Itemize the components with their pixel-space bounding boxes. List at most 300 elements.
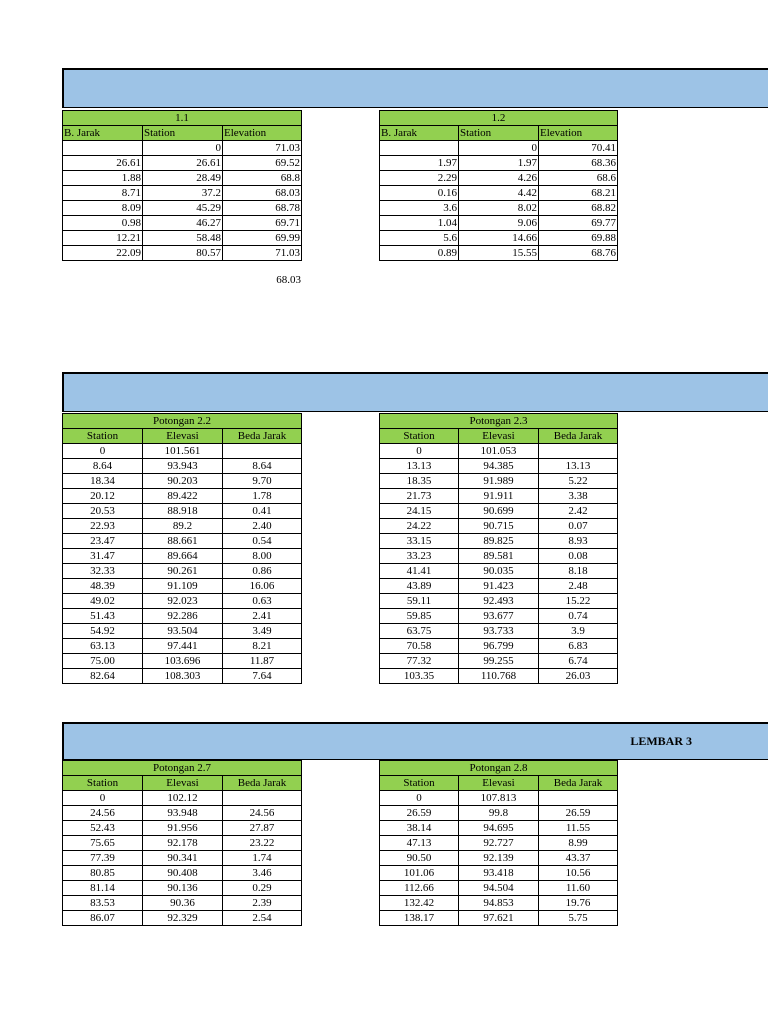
table-cell: 92.329 bbox=[143, 911, 223, 926]
column-header: Elevasi bbox=[143, 776, 223, 791]
table-row bbox=[63, 896, 302, 911]
table-row bbox=[63, 791, 302, 806]
table-cell: 90.50 bbox=[380, 851, 459, 866]
table-cell: 38.14 bbox=[380, 821, 459, 836]
table-cell bbox=[539, 791, 618, 806]
table-cell: 97.441 bbox=[143, 639, 223, 654]
table-cell: 89.422 bbox=[143, 489, 223, 504]
table-cell: 2.40 bbox=[223, 519, 302, 534]
table-cell: 27.87 bbox=[223, 821, 302, 836]
column-header: Station bbox=[459, 126, 539, 141]
table-cell: 103.35 bbox=[380, 669, 459, 684]
table-cell: 46.27 bbox=[143, 216, 223, 231]
table-cell: 12.21 bbox=[63, 231, 143, 246]
table-cell: 112.66 bbox=[380, 881, 459, 896]
table-cell: 92.727 bbox=[459, 836, 539, 851]
table-cell: 9.70 bbox=[223, 474, 302, 489]
table-cell: 59.11 bbox=[380, 594, 459, 609]
table-cell: 93.948 bbox=[143, 806, 223, 821]
table-cell bbox=[63, 141, 143, 156]
table-row bbox=[380, 654, 618, 669]
table-cell: 89.664 bbox=[143, 549, 223, 564]
table-cell: 69.88 bbox=[539, 231, 618, 246]
data-table-potongan-2-8 bbox=[379, 760, 618, 926]
table-title: Potongan 2.3 bbox=[380, 414, 618, 429]
table-cell bbox=[380, 141, 459, 156]
table-row bbox=[63, 489, 302, 504]
table-row bbox=[380, 579, 618, 594]
table-cell: 94.504 bbox=[459, 881, 539, 896]
table-cell bbox=[223, 444, 302, 459]
table-row bbox=[63, 156, 302, 171]
table-cell: 88.918 bbox=[143, 504, 223, 519]
table-cell: 11.55 bbox=[539, 821, 618, 836]
section-header-band-1 bbox=[62, 68, 768, 108]
table-cell: 93.677 bbox=[459, 609, 539, 624]
table-row bbox=[63, 881, 302, 896]
table-cell: 3.6 bbox=[380, 201, 459, 216]
table-cell: 23.22 bbox=[223, 836, 302, 851]
column-header: Station bbox=[143, 126, 223, 141]
table-cell: 70.58 bbox=[380, 639, 459, 654]
table-cell: 68.6 bbox=[539, 171, 618, 186]
column-header: Station bbox=[63, 776, 143, 791]
table-cell: 69.99 bbox=[223, 231, 302, 246]
table-cell: 37.2 bbox=[143, 186, 223, 201]
table-row bbox=[63, 639, 302, 654]
data-table-1-1 bbox=[62, 110, 302, 261]
table-cell: 47.13 bbox=[380, 836, 459, 851]
table-cell: 88.661 bbox=[143, 534, 223, 549]
table-cell: 70.41 bbox=[539, 141, 618, 156]
table-row bbox=[63, 911, 302, 926]
table-cell: 68.82 bbox=[539, 201, 618, 216]
column-header: B. Jarak bbox=[380, 126, 459, 141]
table-cell: 80.85 bbox=[63, 866, 143, 881]
table-cell: 68.03 bbox=[223, 186, 302, 201]
table-cell: 3.9 bbox=[539, 624, 618, 639]
table-cell: 0.08 bbox=[539, 549, 618, 564]
table-title: Potongan 2.2 bbox=[63, 414, 302, 429]
column-header: Elevation bbox=[223, 126, 302, 141]
table-cell: 96.799 bbox=[459, 639, 539, 654]
table-cell: 69.71 bbox=[223, 216, 302, 231]
table-cell: 6.74 bbox=[539, 654, 618, 669]
table-cell: 3.49 bbox=[223, 624, 302, 639]
table-cell: 48.39 bbox=[63, 579, 143, 594]
table-cell: 20.12 bbox=[63, 489, 143, 504]
table-cell bbox=[223, 791, 302, 806]
table-cell: 8.64 bbox=[63, 459, 143, 474]
table-cell: 33.23 bbox=[380, 549, 459, 564]
table-cell: 49.02 bbox=[63, 594, 143, 609]
table-row bbox=[380, 246, 618, 261]
table-cell: 110.768 bbox=[459, 669, 539, 684]
table-cell: 10.56 bbox=[539, 866, 618, 881]
table-cell: 1.97 bbox=[459, 156, 539, 171]
table-cell: 24.15 bbox=[380, 504, 459, 519]
table-cell: 21.73 bbox=[380, 489, 459, 504]
table-row bbox=[63, 549, 302, 564]
table-cell: 86.07 bbox=[63, 911, 143, 926]
column-header: B. Jarak bbox=[63, 126, 143, 141]
table-cell: 92.493 bbox=[459, 594, 539, 609]
table-cell: 94.853 bbox=[459, 896, 539, 911]
table-cell: 90.36 bbox=[143, 896, 223, 911]
table-cell: 89.2 bbox=[143, 519, 223, 534]
table-row bbox=[380, 881, 618, 896]
table-cell: 8.71 bbox=[63, 186, 143, 201]
table-title-row bbox=[63, 414, 302, 429]
table-cell: 32.33 bbox=[63, 564, 143, 579]
table-row bbox=[380, 669, 618, 684]
table-header-row bbox=[63, 429, 302, 444]
table-cell: 93.733 bbox=[459, 624, 539, 639]
table-cell: 13.13 bbox=[539, 459, 618, 474]
table-title: 1.2 bbox=[380, 111, 618, 126]
table-row bbox=[380, 806, 618, 821]
table-cell: 68.76 bbox=[539, 246, 618, 261]
table-row bbox=[380, 851, 618, 866]
table-cell: 8.93 bbox=[539, 534, 618, 549]
table-cell: 22.93 bbox=[63, 519, 143, 534]
table-cell: 97.621 bbox=[459, 911, 539, 926]
data-table-potongan-2-2 bbox=[62, 413, 302, 684]
table-title-row bbox=[380, 414, 618, 429]
column-header: Station bbox=[380, 429, 459, 444]
table-cell: 54.92 bbox=[63, 624, 143, 639]
table-title-row bbox=[380, 111, 618, 126]
table-cell: 8.09 bbox=[63, 201, 143, 216]
table-cell: 14.66 bbox=[459, 231, 539, 246]
table-cell: 81.14 bbox=[63, 881, 143, 896]
table-cell: 9.06 bbox=[459, 216, 539, 231]
table-cell: 90.203 bbox=[143, 474, 223, 489]
table-cell: 0 bbox=[380, 791, 459, 806]
table-cell: 93.418 bbox=[459, 866, 539, 881]
table-row bbox=[380, 911, 618, 926]
table-cell: 91.911 bbox=[459, 489, 539, 504]
table-cell: 75.00 bbox=[63, 654, 143, 669]
table-cell: 19.76 bbox=[539, 896, 618, 911]
table-cell: 20.53 bbox=[63, 504, 143, 519]
table-cell: 45.29 bbox=[143, 201, 223, 216]
table-cell: 28.49 bbox=[143, 171, 223, 186]
table-cell: 0 bbox=[143, 141, 223, 156]
table-row bbox=[63, 851, 302, 866]
table-row bbox=[380, 216, 618, 231]
table-row bbox=[63, 141, 302, 156]
table-cell: 23.47 bbox=[63, 534, 143, 549]
table-cell: 41.41 bbox=[380, 564, 459, 579]
table-row bbox=[380, 504, 618, 519]
table-cell: 24.56 bbox=[223, 806, 302, 821]
table-cell: 90.136 bbox=[143, 881, 223, 896]
column-header: Elevasi bbox=[459, 429, 539, 444]
section-header-band-3 bbox=[62, 722, 768, 760]
table-cell: 33.15 bbox=[380, 534, 459, 549]
table-cell: 52.43 bbox=[63, 821, 143, 836]
table-cell: 0 bbox=[459, 141, 539, 156]
table-row bbox=[380, 624, 618, 639]
table-cell: 80.57 bbox=[143, 246, 223, 261]
table-row bbox=[63, 201, 302, 216]
table-row bbox=[63, 186, 302, 201]
table-cell: 0.07 bbox=[539, 519, 618, 534]
table-cell: 71.03 bbox=[223, 246, 302, 261]
table-cell: 5.75 bbox=[539, 911, 618, 926]
table-row bbox=[380, 156, 618, 171]
table-cell: 0.54 bbox=[223, 534, 302, 549]
table-cell: 94.695 bbox=[459, 821, 539, 836]
table-row bbox=[63, 836, 302, 851]
table-cell: 92.139 bbox=[459, 851, 539, 866]
table-cell: 92.286 bbox=[143, 609, 223, 624]
table-cell: 68.21 bbox=[539, 186, 618, 201]
table-row bbox=[380, 609, 618, 624]
table-cell: 51.43 bbox=[63, 609, 143, 624]
table-cell: 13.13 bbox=[380, 459, 459, 474]
table-cell: 24.56 bbox=[63, 806, 143, 821]
table-title-row bbox=[63, 111, 302, 126]
table-cell: 90.699 bbox=[459, 504, 539, 519]
column-header: Station bbox=[380, 776, 459, 791]
table-row bbox=[380, 821, 618, 836]
table-title: 1.1 bbox=[63, 111, 302, 126]
table-title: Potongan 2.7 bbox=[63, 761, 302, 776]
table-row bbox=[63, 806, 302, 821]
table-row bbox=[63, 534, 302, 549]
table-cell: 2.54 bbox=[223, 911, 302, 926]
table-cell: 1.04 bbox=[380, 216, 459, 231]
table-cell: 83.53 bbox=[63, 896, 143, 911]
table-cell: 3.38 bbox=[539, 489, 618, 504]
table-row bbox=[63, 669, 302, 684]
table-cell: 2.39 bbox=[223, 896, 302, 911]
table-cell: 91.109 bbox=[143, 579, 223, 594]
table-cell: 24.22 bbox=[380, 519, 459, 534]
table-cell: 0.89 bbox=[380, 246, 459, 261]
table-row bbox=[380, 171, 618, 186]
table-row bbox=[63, 474, 302, 489]
table-cell: 8.64 bbox=[223, 459, 302, 474]
table-cell: 26.59 bbox=[539, 806, 618, 821]
table-cell: 0.74 bbox=[539, 609, 618, 624]
column-header: Beda Jarak bbox=[223, 776, 302, 791]
table-row bbox=[63, 624, 302, 639]
table-cell: 0 bbox=[63, 791, 143, 806]
table-cell: 26.61 bbox=[63, 156, 143, 171]
table-row bbox=[380, 564, 618, 579]
table-cell: 92.178 bbox=[143, 836, 223, 851]
table-cell: 0.29 bbox=[223, 881, 302, 896]
sheet-label: LEMBAR 3 bbox=[630, 734, 692, 748]
table-cell: 90.715 bbox=[459, 519, 539, 534]
table-cell: 18.35 bbox=[380, 474, 459, 489]
table-cell: 5.6 bbox=[380, 231, 459, 246]
table-cell: 5.22 bbox=[539, 474, 618, 489]
column-header: Beda Jarak bbox=[539, 776, 618, 791]
table-cell: 99.8 bbox=[459, 806, 539, 821]
table-row bbox=[63, 609, 302, 624]
table-cell: 59.85 bbox=[380, 609, 459, 624]
table-row bbox=[63, 504, 302, 519]
table-cell: 8.21 bbox=[223, 639, 302, 654]
table-cell: 0.16 bbox=[380, 186, 459, 201]
table-title-row bbox=[63, 761, 302, 776]
table-cell: 108.303 bbox=[143, 669, 223, 684]
table-cell: 26.03 bbox=[539, 669, 618, 684]
table-cell: 2.42 bbox=[539, 504, 618, 519]
column-header: Beda Jarak bbox=[223, 429, 302, 444]
table-row bbox=[63, 866, 302, 881]
table-cell: 22.09 bbox=[63, 246, 143, 261]
table-row bbox=[63, 594, 302, 609]
table-header-row bbox=[380, 126, 618, 141]
table-cell: 26.59 bbox=[380, 806, 459, 821]
table-cell: 89.825 bbox=[459, 534, 539, 549]
table-row bbox=[380, 201, 618, 216]
table-cell: 99.255 bbox=[459, 654, 539, 669]
table-cell: 90.035 bbox=[459, 564, 539, 579]
column-header: Beda Jarak bbox=[539, 429, 618, 444]
table-cell: 8.02 bbox=[459, 201, 539, 216]
table-cell: 89.581 bbox=[459, 549, 539, 564]
data-table-potongan-2-3 bbox=[379, 413, 618, 684]
table-row bbox=[380, 444, 618, 459]
table-cell: 4.42 bbox=[459, 186, 539, 201]
table-cell: 1.88 bbox=[63, 171, 143, 186]
table-row bbox=[380, 594, 618, 609]
table-cell: 90.408 bbox=[143, 866, 223, 881]
table-cell: 31.47 bbox=[63, 549, 143, 564]
table-cell: 90.341 bbox=[143, 851, 223, 866]
table-cell: 63.13 bbox=[63, 639, 143, 654]
table-cell: 68.78 bbox=[223, 201, 302, 216]
table-cell: 107.813 bbox=[459, 791, 539, 806]
table-row bbox=[380, 459, 618, 474]
table-cell: 103.696 bbox=[143, 654, 223, 669]
table-row bbox=[63, 821, 302, 836]
table-cell: 138.17 bbox=[380, 911, 459, 926]
table-cell bbox=[539, 444, 618, 459]
table-cell: 2.41 bbox=[223, 609, 302, 624]
table-row bbox=[380, 791, 618, 806]
table-cell: 68.36 bbox=[539, 156, 618, 171]
table-cell: 91.956 bbox=[143, 821, 223, 836]
table-cell: 2.29 bbox=[380, 171, 459, 186]
table-cell: 1.97 bbox=[380, 156, 459, 171]
table-cell: 75.65 bbox=[63, 836, 143, 851]
table-title: Potongan 2.8 bbox=[380, 761, 618, 776]
table-cell: 91.989 bbox=[459, 474, 539, 489]
table-cell: 2.48 bbox=[539, 579, 618, 594]
table-cell: 4.26 bbox=[459, 171, 539, 186]
table-cell: 15.55 bbox=[459, 246, 539, 261]
table-cell: 82.64 bbox=[63, 669, 143, 684]
table-cell: 15.22 bbox=[539, 594, 618, 609]
table-row bbox=[380, 231, 618, 246]
table-cell: 101.06 bbox=[380, 866, 459, 881]
table-row bbox=[380, 519, 618, 534]
table-cell: 132.42 bbox=[380, 896, 459, 911]
table-row bbox=[63, 171, 302, 186]
section-header-band-2 bbox=[62, 372, 768, 412]
table-row bbox=[380, 489, 618, 504]
table-title-row bbox=[380, 761, 618, 776]
table-row bbox=[63, 654, 302, 669]
table-row bbox=[380, 534, 618, 549]
table-row bbox=[380, 186, 618, 201]
table-cell: 77.39 bbox=[63, 851, 143, 866]
table-cell: 0 bbox=[63, 444, 143, 459]
column-header: Elevation bbox=[539, 126, 618, 141]
table-cell: 101.561 bbox=[143, 444, 223, 459]
table-cell: 8.18 bbox=[539, 564, 618, 579]
table-cell: 0.86 bbox=[223, 564, 302, 579]
table-cell: 0.98 bbox=[63, 216, 143, 231]
table-row bbox=[63, 519, 302, 534]
table-cell: 8.99 bbox=[539, 836, 618, 851]
data-table-1-2 bbox=[379, 110, 618, 261]
table-row bbox=[63, 216, 302, 231]
table-row bbox=[380, 836, 618, 851]
table-row bbox=[63, 579, 302, 594]
table-cell: 7.64 bbox=[223, 669, 302, 684]
table-cell: 8.00 bbox=[223, 549, 302, 564]
table-cell: 1.78 bbox=[223, 489, 302, 504]
table-header-row bbox=[63, 126, 302, 141]
table-header-row bbox=[380, 429, 618, 444]
table-cell: 69.77 bbox=[539, 216, 618, 231]
table-row bbox=[63, 564, 302, 579]
table-cell: 92.023 bbox=[143, 594, 223, 609]
table-cell: 71.03 bbox=[223, 141, 302, 156]
table-cell: 77.32 bbox=[380, 654, 459, 669]
table-cell: 101.053 bbox=[459, 444, 539, 459]
table-cell: 58.48 bbox=[143, 231, 223, 246]
table-cell: 43.37 bbox=[539, 851, 618, 866]
table-row bbox=[380, 141, 618, 156]
table-row bbox=[380, 866, 618, 881]
table-cell: 102.12 bbox=[143, 791, 223, 806]
table-cell: 6.83 bbox=[539, 639, 618, 654]
table-header-row bbox=[63, 776, 302, 791]
table-cell: 1.74 bbox=[223, 851, 302, 866]
table-row bbox=[63, 231, 302, 246]
column-header: Elevasi bbox=[143, 429, 223, 444]
table-row bbox=[380, 639, 618, 654]
table-cell: 93.943 bbox=[143, 459, 223, 474]
table-cell: 0.41 bbox=[223, 504, 302, 519]
extra-elevation-value: 68.03 bbox=[276, 274, 301, 286]
table-header-row bbox=[380, 776, 618, 791]
table-row bbox=[380, 474, 618, 489]
table-cell: 69.52 bbox=[223, 156, 302, 171]
table-cell: 26.61 bbox=[143, 156, 223, 171]
table-row bbox=[63, 246, 302, 261]
table-cell: 11.87 bbox=[223, 654, 302, 669]
table-cell: 93.504 bbox=[143, 624, 223, 639]
table-row bbox=[380, 549, 618, 564]
table-cell: 0.63 bbox=[223, 594, 302, 609]
column-header: Station bbox=[63, 429, 143, 444]
table-row bbox=[63, 444, 302, 459]
table-cell: 90.261 bbox=[143, 564, 223, 579]
table-row bbox=[380, 896, 618, 911]
table-row bbox=[63, 459, 302, 474]
table-cell: 16.06 bbox=[223, 579, 302, 594]
